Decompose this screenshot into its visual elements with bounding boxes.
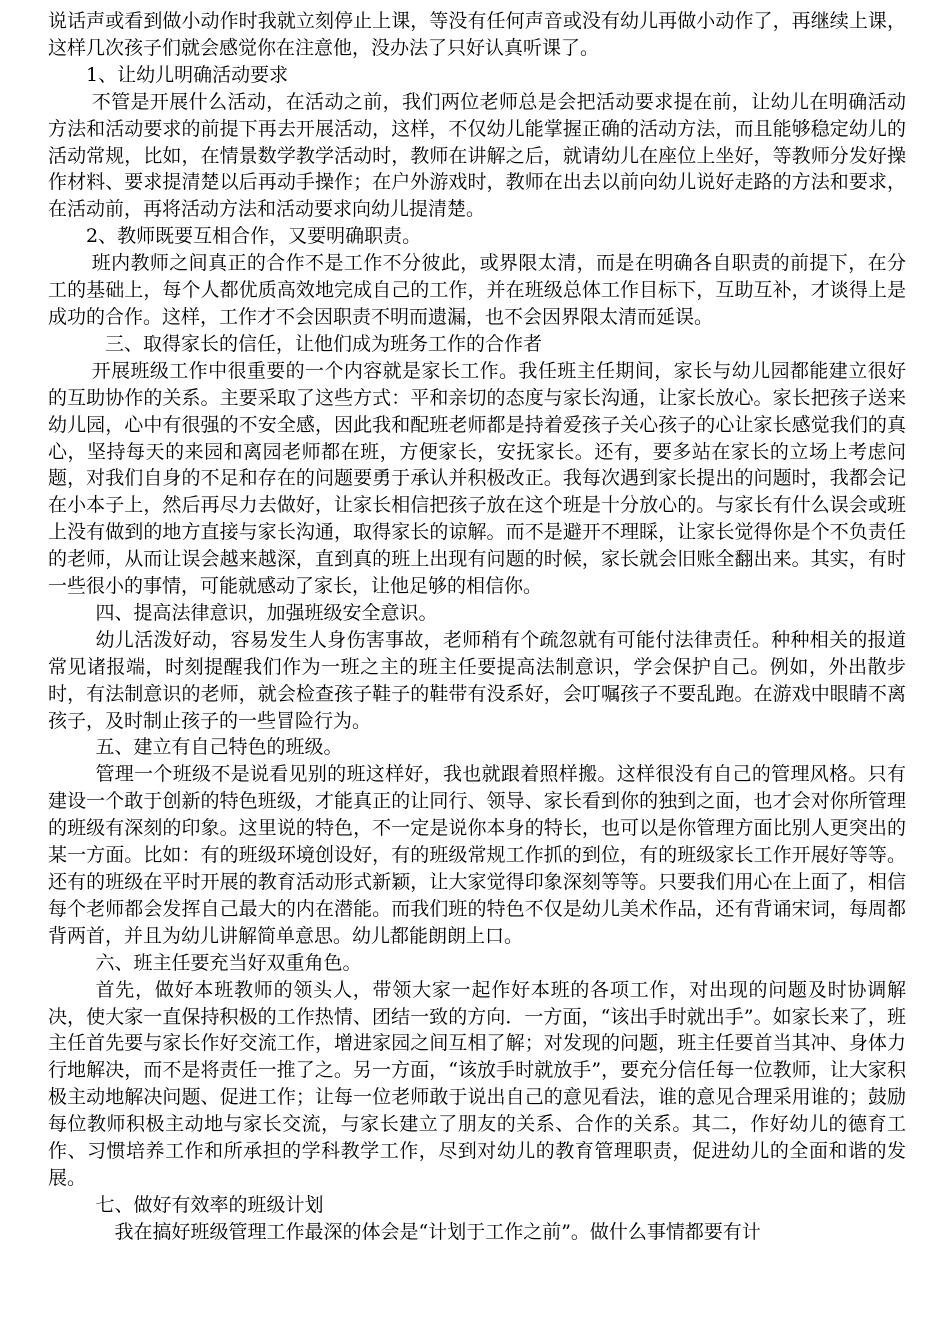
paragraph-class-plan: 我在搞好班级管理工作最深的体会是“计划于工作之前”。做什么事情都要有计 bbox=[114, 1220, 761, 1243]
heading-4-legal-awareness: 四、提高法律意识，加强班级安全意识。 bbox=[95, 601, 438, 624]
heading-6-dual-role: 六、班主任要充当好双重角色。 bbox=[95, 951, 362, 974]
heading-5-class-features: 五、建立有自己特色的班级。 bbox=[95, 736, 343, 759]
paragraph-parents-trust: 开展班级工作中很重要的一个内容就是家长工作。我任班主任期间，家长与幼儿园都能建立很好的互助协作的关系。主要采取了这些方式：平和亲切的态度与家长沟通，让家长放心。家长把孩子送来幼儿园，心中有很强的不安全感，因此我和配班老师都是持着爱孩子关心孩子的心让家长感觉我们的真心，坚持每天的来园和离园老师都在班，方便家长，安抚家长。还有，要多站在家长的立场上考虑问题，对我们自身的不足和存在的问题要勇于承认并积极改正。我每次遇到家长提出的问题时，我都会记在小本子上，然后再尽力去做好，让家长相信把孩子放在这个班是十分放心的。与家长有什么误会或班上没有做到的地方直接与家长沟通，取得家长的谅解。而不是避开不理睬，让家长觉得你是个不负责任的老师，从而让误会越来越深，直到真的班上出现有问题的时候，家长就会旧账全翻出来。其实，有时一些很小的事情，可能就感动了家长，让他足够的相信你。 bbox=[48, 359, 906, 598]
paragraph-dual-role: 首先，做好本班教师的领头人，带领大家一起作好本班的各项工作，对出现的问题及时协调解决，使大家一直保持积极的工作热情、团结一致的方向．一方面，“该出手时就出手”。如家长来了，班主任首先要与家长作好交流工作，增进家园之间互相了解；对发现的问题，班主任要首当其冲、身体力行地解决，而不是将责任一推了之。另一方面，“该放手时就放手”，要充分信任每一位教师，让大家积极主动地解决问题、促进工作；让每一位老师敢于说出自己的意见看法，谁的意见合理采用谁的；鼓励每位教师积极主动地与家长交流，与家长建立了朋友的关系、合作的关系。其二，作好幼儿的德育工作、习惯培养工作和所承担的学科教学工作，尽到对幼儿的教育管理职责，促进幼儿的全面和谐的发展。 bbox=[48, 978, 906, 1189]
document-page bbox=[48, 8, 906, 1246]
heading-3-parents-trust: 三、取得家长的信任，让他们成为班务工作的合作者 bbox=[105, 332, 543, 355]
heading-1-activity-requirements: 1、让幼儿明确活动要求 bbox=[86, 63, 289, 86]
paragraph-class-features: 管理一个班级不是说看见别的班这样好，我也就跟着照样搬。这样很没有自己的管理风格。只有建设一个敢于创新的特色班级，才能真正的让同行、领导、家长看到你的独到之面，也才会对你所管理的班级有深刻的印象。这里说的特色，不一定是说你本身的特长，也可以是你管理方面比别人更突出的某一方面。比如：有的班级环境创设好，有的班级常规工作抓的到位，有的班级家长工作开展好等等。还有的班级在平时开展的教育活动形式新颖，让大家觉得印象深刻等等。只要我们用心在上面了，相信每个老师都会发挥自己最大的内在潜能。而我们班的特色不仅是幼儿美术作品，还有背诵宋词，每周都背两首，并且为幼儿讲解简单意思。幼儿都能朗朗上口。 bbox=[48, 763, 906, 947]
heading-7-class-plan: 七、做好有效率的班级计划 bbox=[95, 1193, 324, 1216]
paragraph-continuation: 说话声或看到做小动作时我就立刻停止上课，等没有任何声音或没有幼儿再做小动作了，再继续上课，这样几次孩子们就会感觉你在注意他，没办法了只好认真听课了。 bbox=[48, 10, 906, 59]
paragraph-legal-awareness: 幼儿活泼好动，容易发生人身伤害事故，老师稍有个疏忽就有可能付法律责任。种种相关的报道常见诸报端，时刻提醒我们作为一班之主的班主任要提高法制意识，学会保护自己。例如，外出散步时，有法制意识的老师，就会检查孩子鞋子的鞋带有没系好，会叮嘱孩子不要乱跑。在游戏中眼睛不离孩子，及时制止孩子的一些冒险行为。 bbox=[48, 628, 906, 732]
paragraph-activity-requirements: 不管是开展什么活动，在活动之前，我们两位老师总是会把活动要求提在前，让幼儿在明确活动方法和活动要求的前提下再去开展活动，这样，不仅幼儿能掌握正确的活动方法，而且能够稳定幼儿的活动常规，比如，在情景数学教学活动时，教师在讲解之后，就请幼儿在座位上坐好，等教师分发好操作材料、要求提清楚以后再动手操作；在户外游戏时，教师在出去以前向幼儿说好走路的方法和要求，在活动前，再将活动方法和活动要求向幼儿提清楚。 bbox=[48, 90, 906, 221]
heading-2-cooperation: 2、教师既要互相合作，又要明确职责。 bbox=[86, 225, 422, 248]
paragraph-cooperation: 班内教师之间真正的合作不是工作不分彼此，或界限太清，而是在明确各自职责的前提下，在分工的基础上，每个人都优质高效地完成自己的工作，并在班级总体工作目标下，互助互补，才谈得上是成功的合作。这样，工作才不会因职责不明而遗漏，也不会因界限太清而延误。 bbox=[48, 252, 906, 328]
